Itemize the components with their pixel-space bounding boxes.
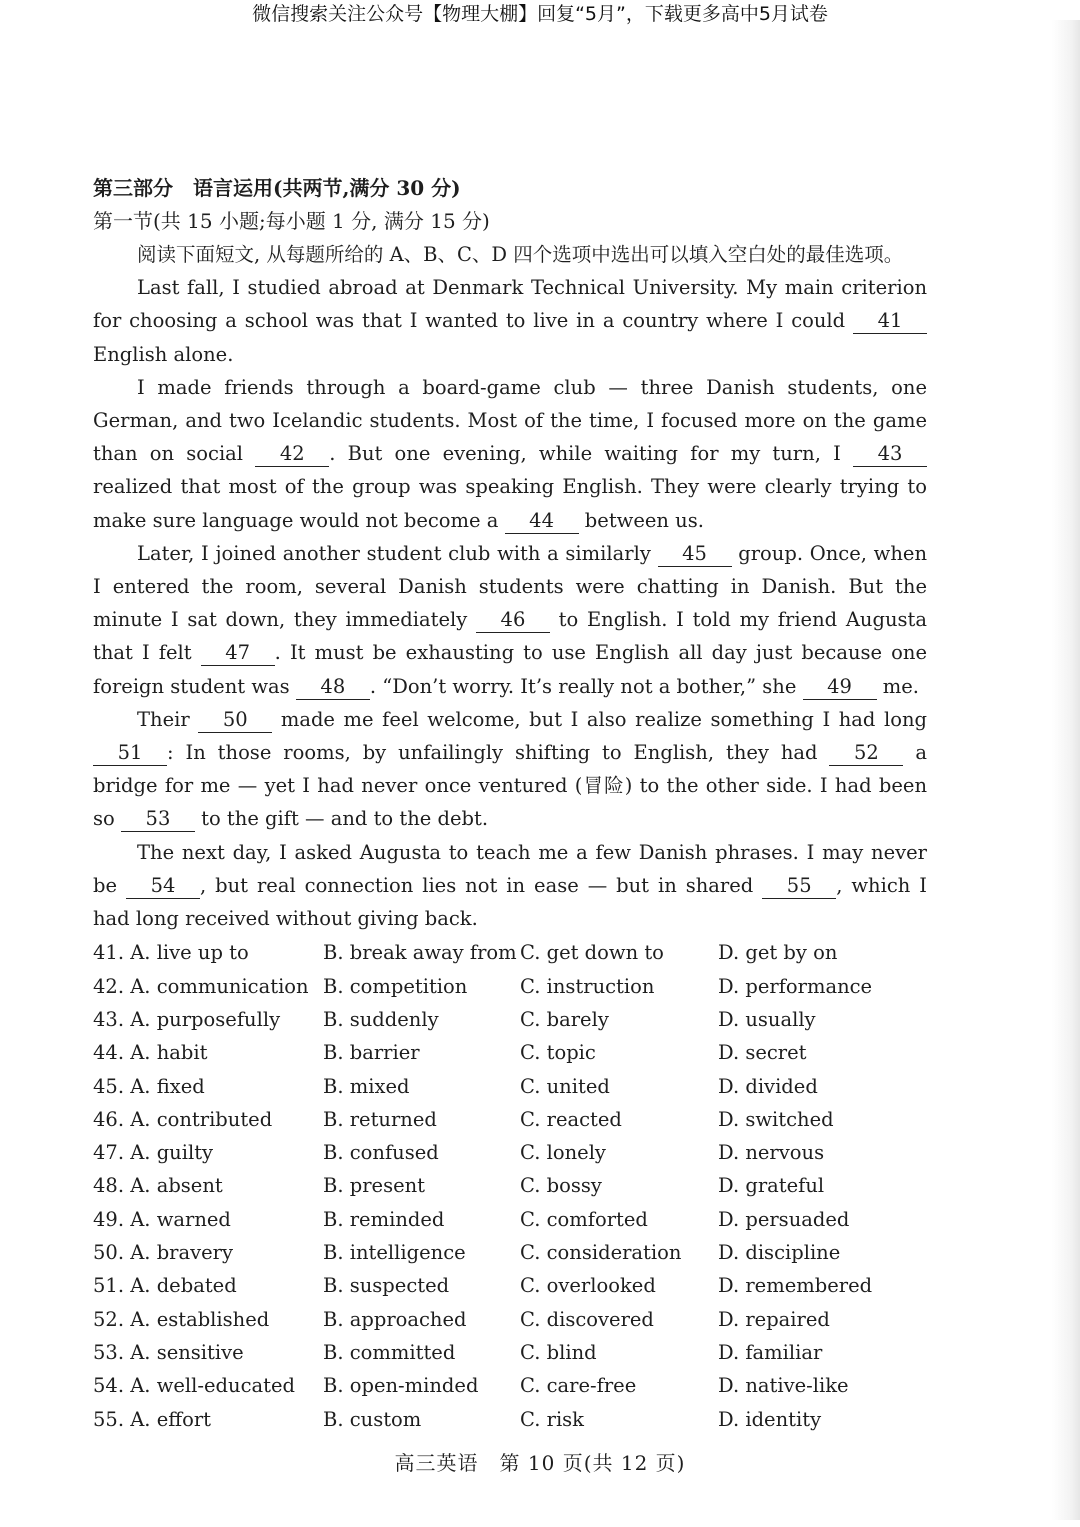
option-a[interactable]: 54. A. well-educated (93, 1374, 295, 1398)
option-c[interactable]: C. united (520, 1074, 610, 1098)
blank-55: 55 (762, 874, 836, 899)
blank-44: 44 (505, 509, 579, 534)
option-row-54 (93, 1369, 927, 1402)
option-a[interactable]: 41. A. live up to (93, 941, 249, 965)
option-b[interactable]: B. suddenly (323, 1008, 439, 1031)
option-a[interactable]: 52. A. established (93, 1307, 270, 1331)
blank-48: 48 (296, 675, 370, 700)
passage-text: . “Don’t worry. It’s really not a bother,” she (369, 674, 803, 698)
blank-43: 43 (853, 442, 927, 467)
passage-paragraph-3 (93, 537, 927, 703)
option-row-45 (93, 1069, 927, 1102)
option-c[interactable]: C. care-free (520, 1374, 637, 1398)
blank-50: 50 (198, 708, 272, 733)
option-a[interactable]: 53. A. sensitive (93, 1340, 244, 1364)
passage-text: : In those rooms, by unfailingly shifting to English, they had (167, 741, 830, 765)
option-d[interactable]: D. divided (718, 1074, 818, 1098)
option-c[interactable]: C. lonely (520, 1141, 606, 1165)
answer-options (93, 936, 927, 1435)
option-b[interactable]: B. confused (323, 1141, 439, 1165)
option-a[interactable]: 48. A. absent (93, 1174, 223, 1198)
blank-42: 42 (255, 442, 329, 467)
passage-text: a bridge for me — yet I had never once ventured (冒险) to the other side. I had been so (93, 741, 927, 831)
blank-45: 45 (658, 542, 732, 567)
blank-46: 46 (476, 608, 550, 633)
option-a[interactable]: 55. A. effort (93, 1407, 211, 1431)
option-b[interactable]: B. approached (323, 1307, 467, 1331)
option-row-48 (93, 1169, 927, 1202)
option-row-51 (93, 1269, 927, 1302)
option-d[interactable]: D. remembered (718, 1274, 873, 1298)
option-row-52 (93, 1303, 927, 1336)
scan-page-edge (1052, 20, 1080, 1520)
option-b[interactable]: B. competition (323, 974, 468, 998)
option-d[interactable]: D. nervous (718, 1141, 825, 1165)
page-footer: 高三英语 第 10 页(共 12 页) (394, 1451, 686, 1475)
promo-banner: 微信搜索关注公众号【物理大棚】回复“5月”，下载更多高中5月试卷 (252, 3, 828, 25)
passage-text: to English. I told my friend Augusta that I felt (93, 608, 927, 665)
blank-54: 54 (126, 874, 200, 899)
passage-text: realized that most of the group was speaking English. They were clearly trying to make sure language would not become a (93, 475, 927, 532)
option-d[interactable]: D. familiar (718, 1340, 823, 1364)
option-a[interactable]: 47. A. guilty (93, 1141, 214, 1165)
passage-text: Later, I joined another student club with a similarly (137, 541, 658, 565)
option-b[interactable]: B. committed (323, 1340, 456, 1364)
blank-52: 52 (829, 741, 903, 766)
passage-text: Last fall, I studied abroad at Denmark Technical University. My main criterion for choosing a school was that I wanted to live in a country where I could (93, 276, 927, 333)
option-b[interactable]: B. present (323, 1174, 426, 1198)
option-b[interactable]: B. break away from (323, 941, 517, 965)
passage-text: The next day, I asked Augusta to teach me a few Danish phrases. I may never be (93, 840, 927, 897)
passage-text: English alone. (93, 342, 234, 366)
option-d[interactable]: D. repaired (718, 1307, 830, 1331)
blank-51: 51 (93, 741, 167, 766)
option-d[interactable]: D. switched (718, 1107, 834, 1131)
option-a[interactable]: 43. A. purposefully (93, 1008, 281, 1031)
option-row-41 (93, 936, 927, 969)
option-row-50 (93, 1236, 927, 1269)
option-c[interactable]: C. discovered (520, 1307, 654, 1331)
option-row-44 (93, 1036, 927, 1069)
option-row-55 (93, 1402, 927, 1435)
passage-text: group. Once, when I entered the room, several Danish students were chatting in Danish. But the minute I sat down, they immediately (93, 541, 928, 632)
passage-text: Their (137, 707, 199, 731)
passage-text: , which I had long received without giving back. (93, 873, 927, 931)
passage-text: between us. (578, 508, 704, 532)
option-c[interactable]: C. barely (520, 1008, 609, 1031)
option-d[interactable]: D. usually (718, 1008, 816, 1031)
passage-text: me. (876, 674, 919, 698)
option-c[interactable]: C. reacted (520, 1107, 622, 1131)
option-a[interactable]: 49. A. warned (93, 1207, 231, 1231)
passage-paragraph-4 (93, 703, 927, 836)
option-d[interactable]: D. identity (718, 1407, 822, 1431)
blank-53: 53 (121, 807, 195, 832)
blank-41: 41 (853, 309, 927, 334)
option-row-49 (93, 1203, 927, 1236)
subsection-title: 第一节(共 15 小题;每小题 1 分, 满分 15 分) (93, 209, 490, 233)
option-row-53 (93, 1336, 927, 1369)
option-b[interactable]: B. open-minded (323, 1374, 479, 1398)
passage-text: , but real connection lies not in ease — but in shared (199, 873, 763, 897)
passage-text: . But one evening, while waiting for my turn, I (329, 442, 853, 466)
option-d[interactable]: D. persuaded (718, 1207, 850, 1231)
passage-paragraph-5 (93, 836, 927, 936)
option-row-47 (93, 1136, 927, 1169)
passage-text: to the gift — and to the debt. (194, 807, 489, 831)
option-b[interactable]: B. returned (323, 1107, 437, 1131)
option-a[interactable]: 46. A. contributed (93, 1107, 273, 1131)
option-a[interactable]: 42. A. communication (93, 974, 309, 998)
option-a[interactable]: 51. A. debated (93, 1274, 237, 1298)
option-d[interactable]: D. get by on (718, 941, 838, 965)
option-row-43 (93, 1003, 927, 1036)
section-title: 第三部分 语言运用(共两节,满分 30 分) (93, 176, 461, 200)
option-b[interactable]: B. barrier (323, 1041, 420, 1065)
option-row-46 (93, 1103, 927, 1136)
option-a[interactable]: 45. A. fixed (93, 1074, 205, 1098)
passage-paragraph-1 (93, 271, 927, 371)
option-c[interactable]: C. instruction (520, 974, 655, 998)
option-b[interactable]: B. mixed (323, 1074, 410, 1098)
option-b[interactable]: B. reminded (323, 1207, 445, 1231)
blank-47: 47 (201, 641, 275, 666)
option-b[interactable]: B. custom (323, 1407, 422, 1431)
option-c[interactable]: C. bossy (520, 1174, 602, 1198)
option-c[interactable]: C. overlooked (520, 1274, 656, 1298)
option-row-42 (93, 970, 927, 1003)
passage-text: made me feel welcome, but I also realize something I had long (272, 707, 927, 731)
option-d[interactable]: D. discipline (718, 1241, 841, 1265)
option-a[interactable]: 50. A. bravery (93, 1241, 234, 1265)
option-a[interactable]: 44. A. habit (93, 1041, 208, 1065)
blank-49: 49 (803, 675, 877, 700)
option-b[interactable]: B. suspected (323, 1274, 450, 1298)
option-c[interactable]: C. risk (520, 1407, 585, 1431)
option-d[interactable]: D. performance (718, 974, 873, 998)
option-c[interactable]: C. get down to (520, 941, 664, 965)
instructions: 阅读下面短文, 从每题所给的 A、B、C、D 四个选项中选出可以填入空白处的最佳选项。 (137, 243, 904, 266)
option-c[interactable]: C. comforted (520, 1207, 648, 1231)
option-c[interactable]: C. blind (520, 1340, 597, 1364)
option-d[interactable]: D. grateful (718, 1174, 825, 1198)
option-d[interactable]: D. native-like (718, 1374, 849, 1398)
option-c[interactable]: C. consideration (520, 1241, 682, 1265)
option-d[interactable]: D. secret (718, 1041, 807, 1065)
exam-page (93, 172, 927, 1436)
option-c[interactable]: C. topic (520, 1041, 596, 1065)
passage-text: I made friends through a board-game club — three Danish students, one German, and two Icelandic students. Most of the time, I focused more on the game than on social (93, 375, 927, 466)
passage-paragraph-2 (93, 371, 927, 537)
option-b[interactable]: B. intelligence (323, 1241, 466, 1265)
passage-text: . It must be exhausting to use English all day just because one foreign student was (93, 641, 927, 698)
